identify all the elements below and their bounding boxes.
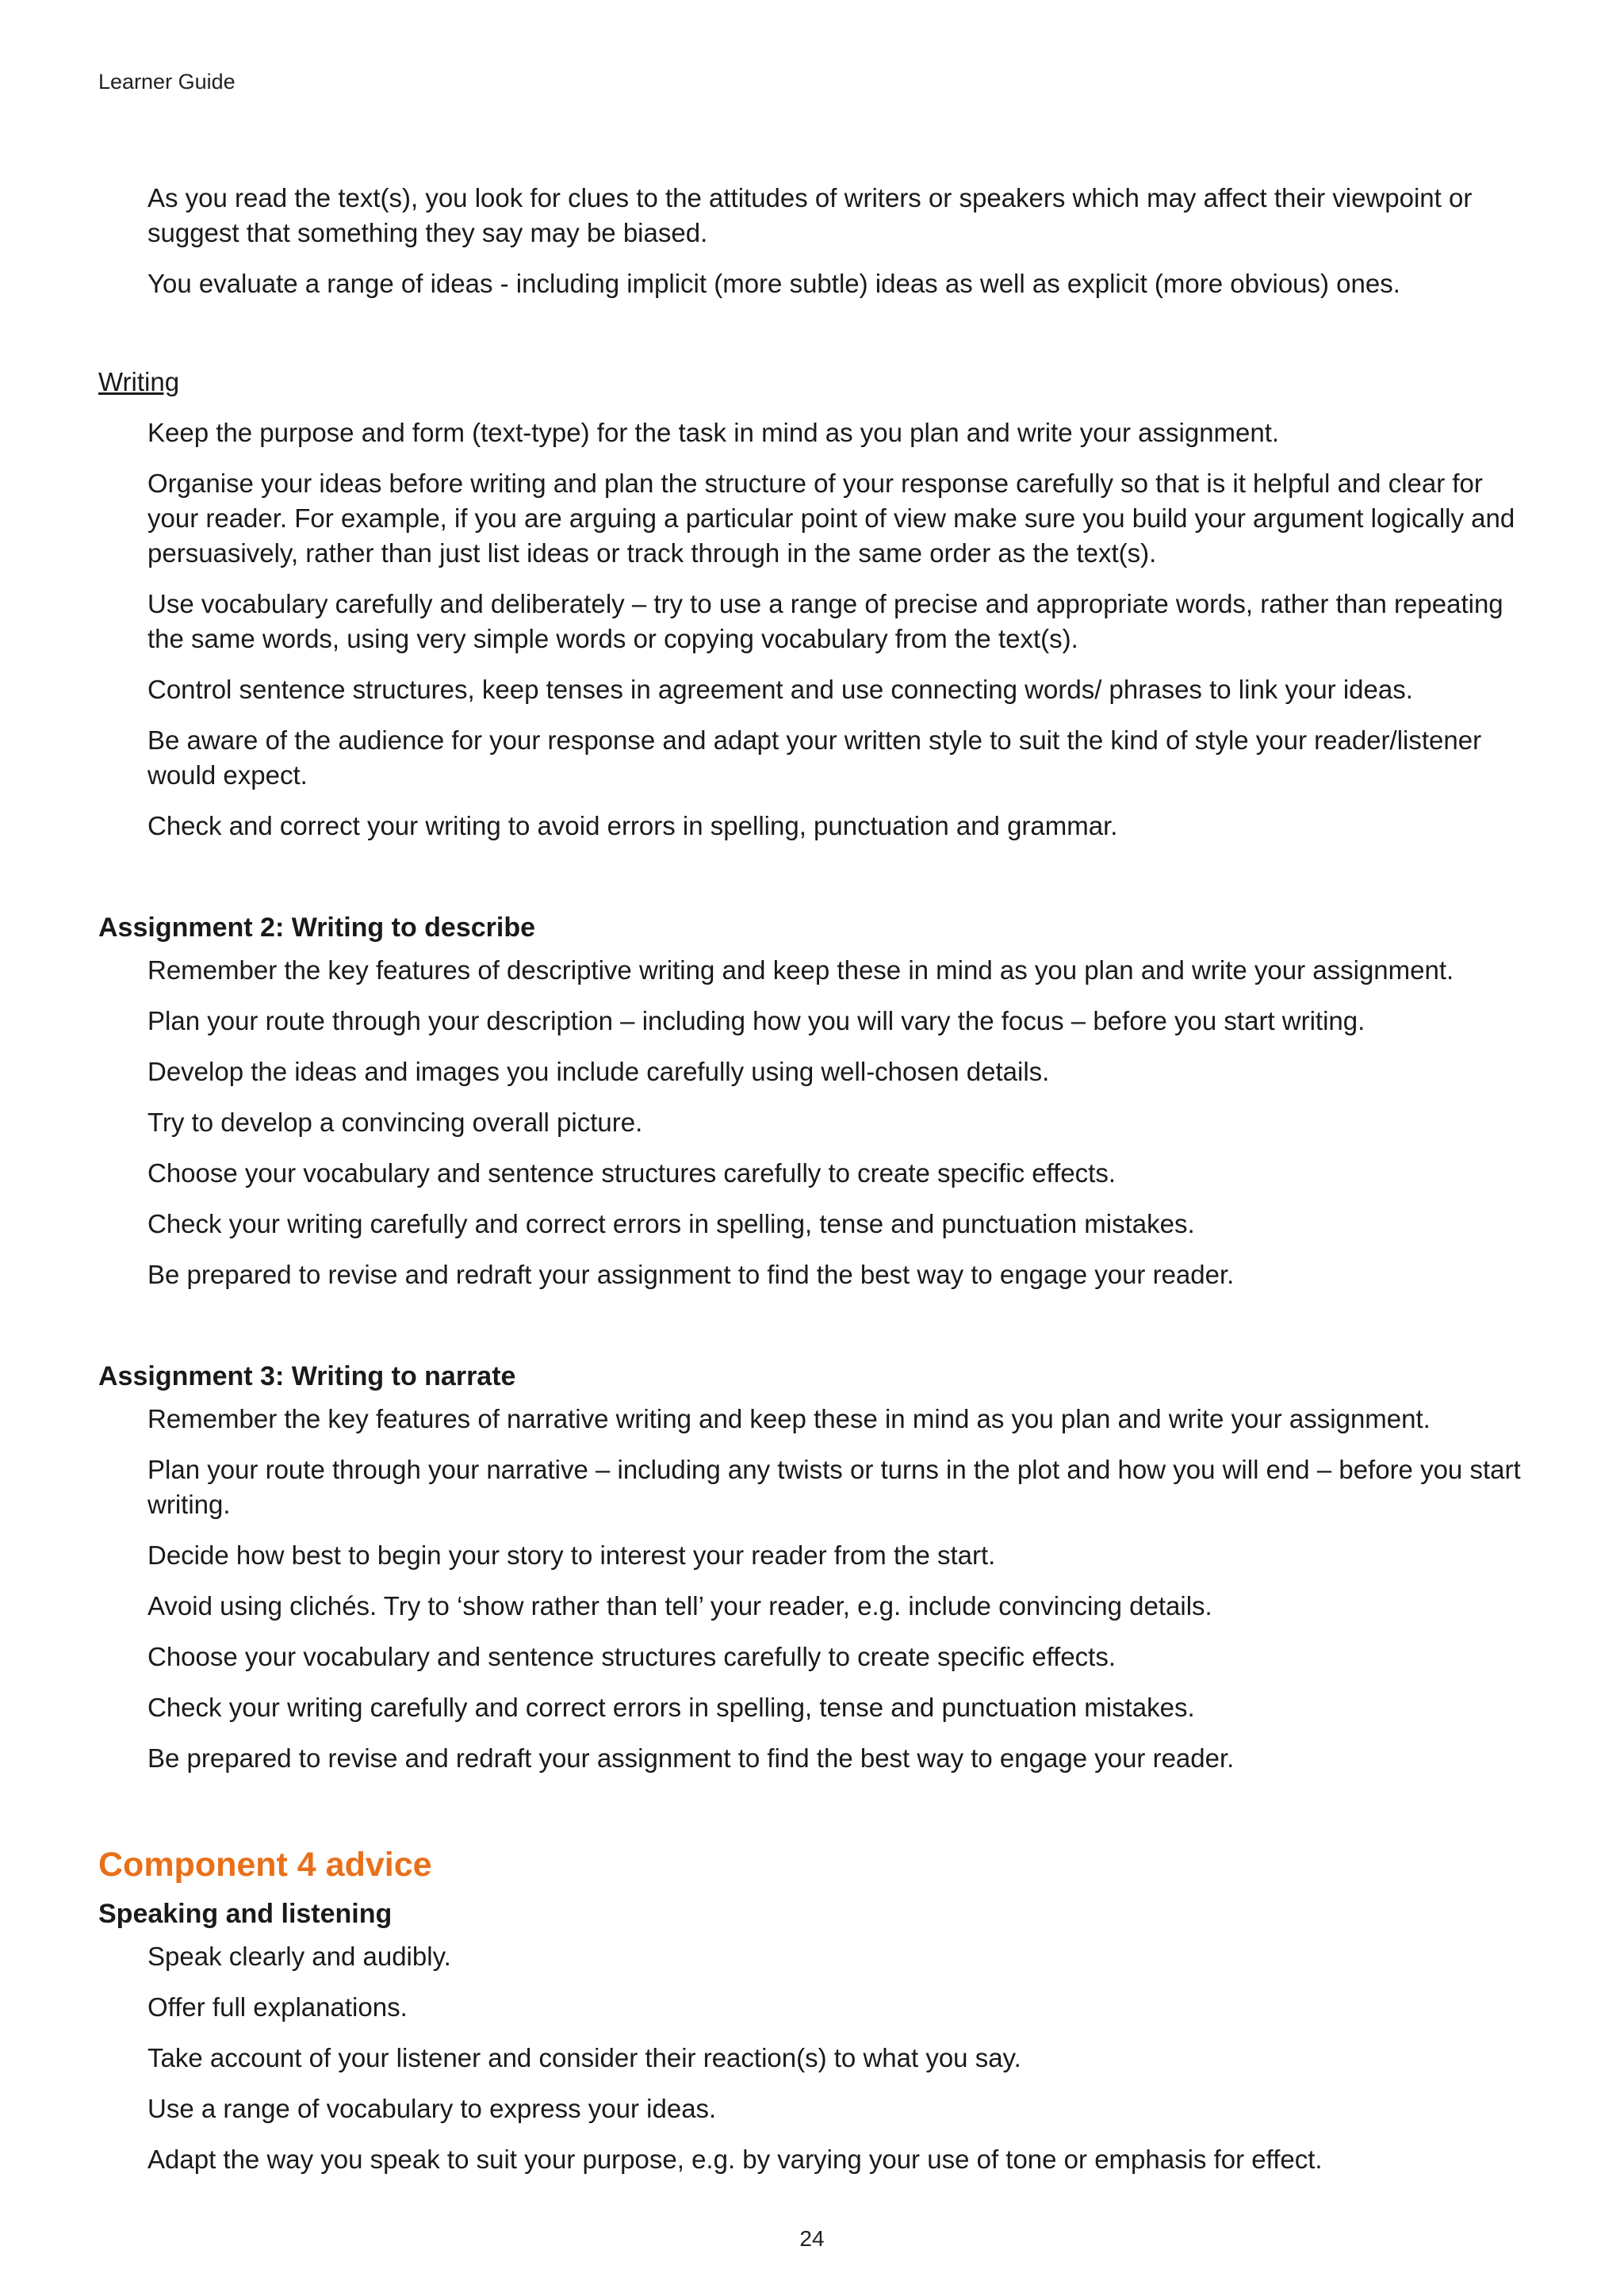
section-heading-writing: Writing xyxy=(98,367,180,396)
assignment-3-heading: Assignment 3: Writing to narrate xyxy=(98,1361,516,1391)
advice-item: Keep the purpose and form (text-type) for the task in mind as you plan and write your assignment. xyxy=(147,418,1280,447)
page-number: 24 xyxy=(799,2226,825,2251)
advice-item: Remember the key features of descriptive writing and keep these in mind as you plan and write your assignment. xyxy=(147,955,1454,985)
advice-item: Check and correct your writing to avoid errors in spelling, punctuation and grammar. xyxy=(147,811,1118,840)
advice-item: Be prepared to revise and redraft your assignment to find the best way to engage your reader. xyxy=(147,1260,1235,1289)
assignment-2-heading: Assignment 2: Writing to describe xyxy=(98,913,536,943)
advice-item: Plan your route through your narrative – including any twists or turns in the plot and how you will end – before you start writing. xyxy=(147,1455,1521,1519)
assignment-2-section xyxy=(98,910,1526,1292)
advice-item: Check your writing carefully and correct errors in spelling, tense and punctuation mistakes. xyxy=(147,1693,1195,1722)
spacer xyxy=(98,859,1526,910)
component-4-section xyxy=(98,1843,1526,2177)
advice-item: Be prepared to revise and redraft your assignment to find the best way to engage your reader. xyxy=(147,1743,1235,1773)
advice-item: Plan your route through your description – including how you will vary the focus – before you start writing. xyxy=(147,1006,1365,1035)
advice-item: Remember the key features of narrative writing and keep these in mind as you plan and write your assignment. xyxy=(147,1404,1431,1433)
advice-item: Use vocabulary carefully and deliberately – try to use a range of precise and appropriate words, rather than repeating the same words, using very simple words or copying vocabulary from the text(s). xyxy=(147,589,1503,653)
advice-item: Use a range of vocabulary to express your ideas. xyxy=(147,2094,717,2123)
spacer xyxy=(98,1792,1526,1843)
advice-item: Choose your vocabulary and sentence structures carefully to create specific effects. xyxy=(147,1158,1116,1188)
advice-item: Avoid using clichés. Try to ‘show rather than tell’ your reader, e.g. include convincing details. xyxy=(147,1591,1212,1621)
advice-item: Check your writing carefully and correct errors in spelling, tense and punctuation mistakes. xyxy=(147,1209,1195,1238)
advice-item: Speak clearly and audibly. xyxy=(147,1942,451,1971)
advice-item: Offer full explanations. xyxy=(147,1992,408,2022)
speaking-listening-heading: Speaking and listening xyxy=(98,1899,393,1929)
assignment-3-section xyxy=(98,1359,1526,1776)
advice-item: Decide how best to begin your story to interest your reader from the start. xyxy=(147,1540,996,1570)
spacer xyxy=(98,317,1526,365)
advice-item: As you read the text(s), you look for clues to the attitudes of writers or speakers which may affect their viewpoint or suggest that something they say may be biased. xyxy=(147,183,1473,247)
advice-item: You evaluate a range of ideas - including implicit (more subtle) ideas as well as explicit (more obvious) ones. xyxy=(147,269,1400,298)
document-body xyxy=(98,181,1526,2193)
advice-item: Try to develop a convincing overall picture. xyxy=(147,1108,643,1137)
component-4-heading: Component 4 advice xyxy=(98,1846,432,1884)
advice-item: Control sentence structures, keep tenses in agreement and use connecting words/ phrases to link your ideas. xyxy=(147,675,1413,704)
advice-item: Organise your ideas before writing and plan the structure of your response carefully so that is it helpful and clear for your reader. For example, if you are arguing a particular point of view make sure you build your argument logically and persuasively, rather than just list ideas or track through in the same order as the text(s). xyxy=(147,469,1515,568)
writing-section xyxy=(98,365,1526,844)
advice-item: Take account of your listener and consider their reaction(s) to what you say. xyxy=(147,2043,1021,2072)
running-header: Learner Guide xyxy=(98,70,236,94)
advice-item: Choose your vocabulary and sentence structures carefully to create specific effects. xyxy=(147,1642,1116,1671)
spacer xyxy=(98,1308,1526,1359)
advice-item: Adapt the way you speak to suit your purpose, e.g. by varying your use of tone or emphasis for effect. xyxy=(147,2145,1323,2174)
reading-advice-tail xyxy=(98,181,1526,301)
advice-item: Be aware of the audience for your response and adapt your written style to suit the kind of style your reader/listener would expect. xyxy=(147,725,1482,790)
advice-item: Develop the ideas and images you include carefully using well-chosen details. xyxy=(147,1057,1050,1086)
